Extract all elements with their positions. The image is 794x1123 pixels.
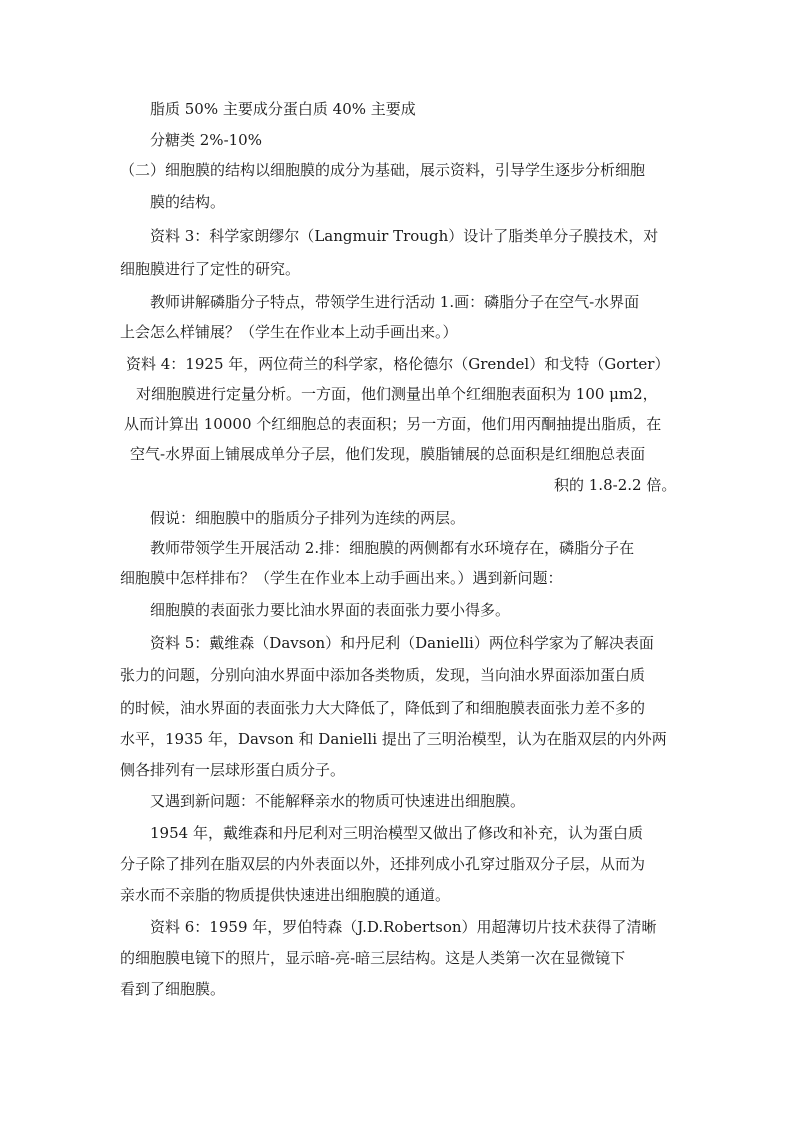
text-line: 上会怎么样铺展？（学生在作业本上动手画出来。）: [120, 323, 458, 341]
text-line: 资料 3：科学家朗缪尔（Langmuir Trough）设计了脂类单分子膜技术，对: [150, 227, 659, 245]
text-line: 分糖类 2%-10%: [150, 131, 262, 149]
text-line: 又遇到新问题：不能解释亲水的物质可快速进出细胞膜。: [150, 792, 526, 810]
text-line: 资料 4：1925 年，两位荷兰的科学家，格伦德尔（Grendel）和戈特（Gorter）: [126, 355, 670, 373]
text-line: 水平，1935 年，Davson 和 Danielli 提出了三明治模型，认为在脂双层的内外两: [120, 730, 667, 748]
text-line: 侧各排列有一层球形蛋白质分子。: [120, 761, 346, 779]
text-line: 脂质 50% 主要成分蛋白质 40% 主要成: [150, 100, 416, 118]
text-line: 资料 5：戴维森（Davson）和丹尼利（Danielli）两位科学家为了解决表面: [150, 634, 654, 652]
text-line: 亲水而不亲脂的物质提供快速进出细胞膜的通道。: [120, 886, 451, 904]
text-line: 看到了细胞膜。: [120, 980, 226, 998]
text-line: 细胞膜的表面张力要比油水界面的表面张力要小得多。: [150, 601, 511, 619]
text-line: 资料 6：1959 年，罗伯特森（J.D.Robertson）用超薄切片技术获得了清晰: [150, 918, 657, 936]
text-line: 积的 1.8-2.2 倍。: [554, 476, 677, 494]
text-line: 细胞膜进行了定性的研究。: [120, 260, 301, 278]
text-line: 的细胞膜电镜下的照片，显示暗-亮-暗三层结构。这是人类第一次在显微镜下: [120, 949, 626, 967]
text-line: 对细胞膜进行定量分析。一方面，他们测量出单个红细胞表面积为 100 μm2，: [136, 385, 658, 403]
text-line: 张力的问题，分别向油水界面中添加各类物质，发现，当向油水界面添加蛋白质: [120, 666, 646, 684]
text-line: 分子除了排列在脂双层的内外表面以外，还排列成小孔穿过脂双分子层，从而为: [120, 855, 646, 873]
text-line: 的时候，油水界面的表面张力大大降低了，降低到了和细胞膜表面张力差不多的: [120, 699, 646, 717]
text-line: 假说：细胞膜中的脂质分子排列为连续的两层。: [150, 509, 466, 527]
text-line: 从而计算出 10000 个红细胞总的表面积；另一方面，他们用丙酮抽提出脂质，在: [124, 415, 662, 433]
text-line: （二）细胞膜的结构以细胞膜的成分为基础，展示资料，引导学生逐步分析细胞: [120, 161, 646, 179]
text-line: 1954 年，戴维森和丹尼利对三明治模型又做出了修改和补充，认为蛋白质: [150, 824, 643, 842]
text-line: 教师讲解磷脂分子特点，带领学生进行活动 1.画：磷脂分子在空气-水界面: [150, 293, 640, 311]
text-line: 膜的结构。: [150, 193, 226, 211]
text-line: 教师带领学生开展活动 2.排：细胞膜的两侧都有水环境存在，磷脂分子在: [150, 539, 635, 557]
text-line: 细胞膜中怎样排布？（学生在作业本上动手画出来。）遇到新问题：: [120, 569, 563, 587]
text-line: 空气-水界面上铺展成单分子层，他们发现，膜脂铺展的总面积是红细胞总表面: [130, 445, 646, 463]
